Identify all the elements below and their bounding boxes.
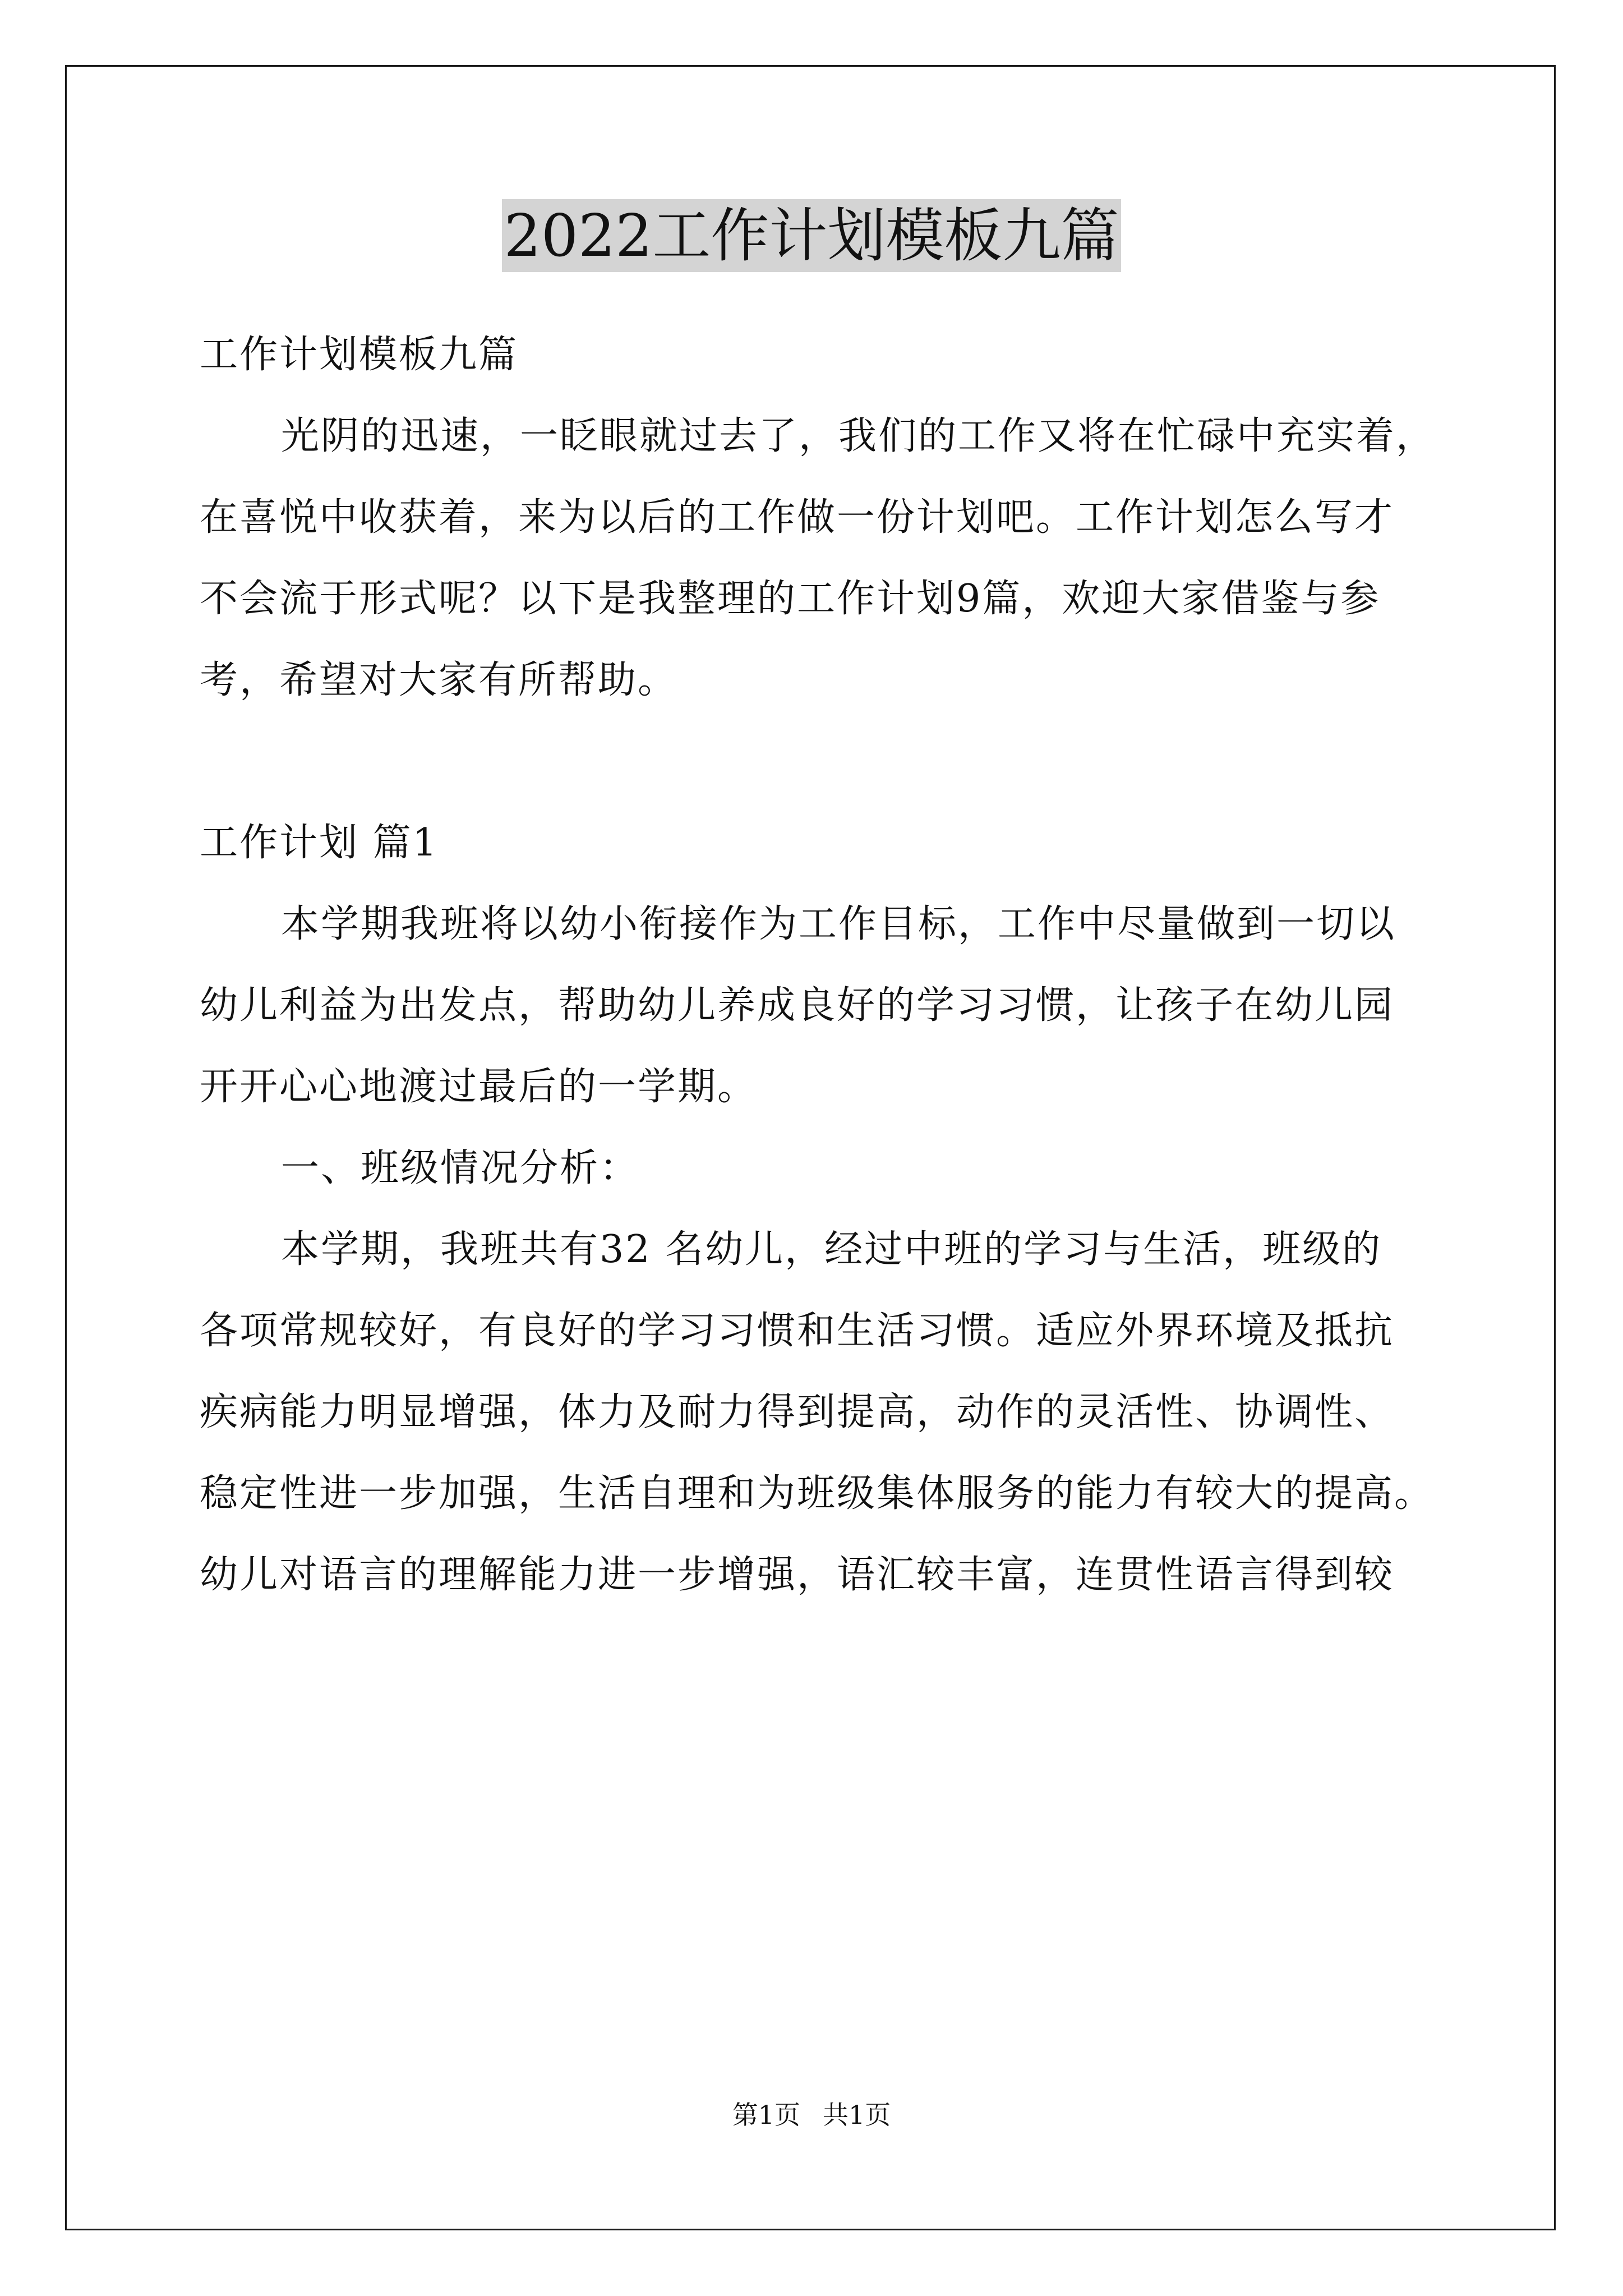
body-line: 各项常规较好，有良好的学习习惯和生活习惯。适应外界环境及抵抗 — [200, 1309, 1395, 1353]
body-line: 不会流于形式呢？以下是我整理的工作计划9篇，欢迎大家借鉴与参 — [200, 577, 1381, 621]
page-footer — [0, 2098, 1623, 2132]
body-line: 考，希望对大家有所帮助。 — [200, 658, 678, 702]
body-line: 幼儿对语言的理解能力进一步增强，语汇较丰富，连贯性语言得到较 — [200, 1553, 1395, 1597]
section-heading: 工作计划 篇1 — [200, 821, 439, 865]
document-body — [200, 314, 1436, 1616]
body-line: 幼儿利益为出发点，帮助幼儿养成良好的学习习惯，让孩子在幼儿园 — [200, 983, 1395, 1028]
body-line: 疾病能力明显增强，体力及耐力得到提高，动作的灵活性、协调性、 — [200, 1390, 1395, 1434]
paragraph-gap — [200, 721, 1433, 802]
body-line: 光阴的迅速，一眨眼就过去了，我们的工作又将在忙碌中充实着， — [281, 414, 1436, 458]
body-line: 工作计划模板九篇 — [200, 333, 519, 377]
body-line: 在喜悦中收获着，来为以后的工作做一份计划吧。工作计划怎么写才 — [200, 495, 1395, 540]
body-line: 本学期我班将以幼小衔接作为工作目标，工作中尽量做到一切以 — [281, 902, 1396, 946]
subsection-heading: 一、班级情况分析： — [281, 1146, 640, 1190]
body-line: 本学期，我班共有32 名幼儿，经过中班的学习与生活，班级的 — [281, 1227, 1382, 1272]
document-title: 2022工作计划模板九篇 — [502, 199, 1122, 272]
page-total: 共1页 — [823, 2100, 891, 2130]
page-number: 第1页 — [732, 2100, 800, 2130]
title-container — [0, 199, 1623, 272]
body-line: 开开心心地渡过最后的一学期。 — [200, 1065, 758, 1109]
body-line: 稳定性进一步加强，生活自理和为班级集体服务的能力有较大的提高。 — [200, 1471, 1435, 1516]
